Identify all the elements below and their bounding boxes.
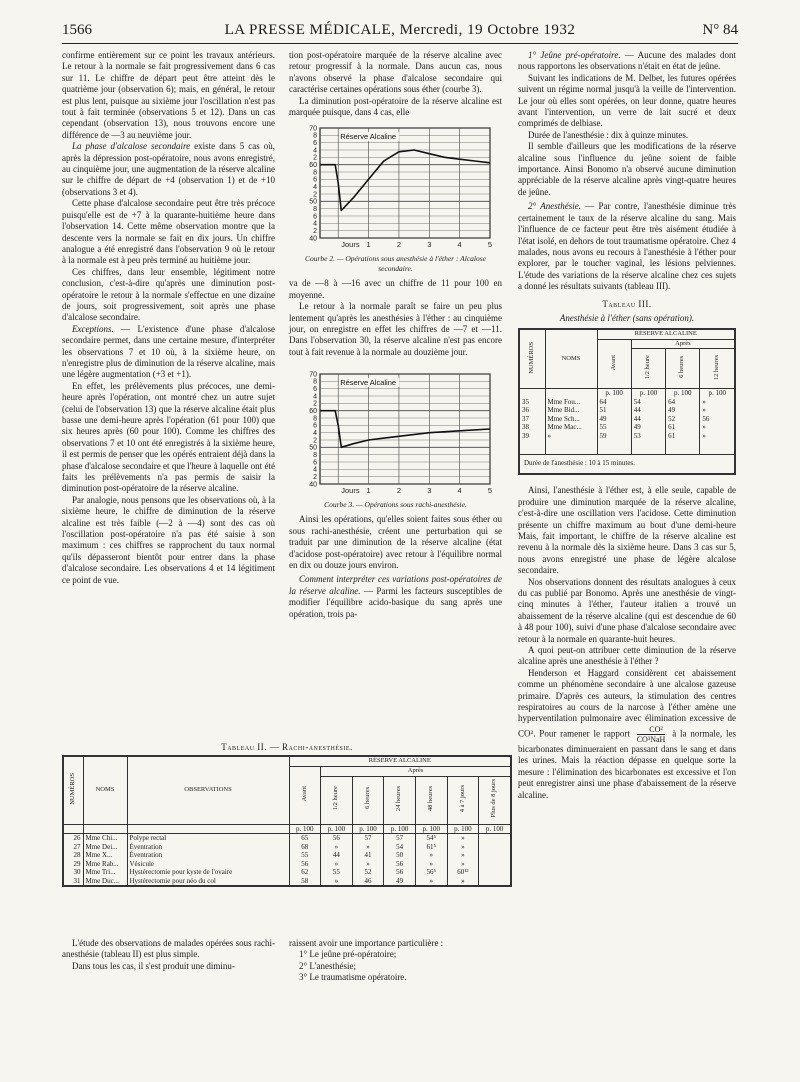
cell-value: » bbox=[447, 877, 479, 887]
cell-value: 53 bbox=[631, 432, 665, 441]
cell-nom: Mme Fou... bbox=[545, 398, 597, 407]
table-row bbox=[63, 877, 511, 887]
cell-value: 52 bbox=[352, 868, 384, 877]
cell-nom: Mme X... bbox=[83, 851, 127, 860]
y-tick-label: 8 bbox=[312, 169, 317, 177]
unit-cell: p. 100 bbox=[666, 389, 700, 398]
table-row bbox=[63, 860, 511, 869]
paragraph: Dans tous les cas, il s'est produit une diminu- bbox=[72, 960, 235, 971]
header-numeros: NUMÉROS bbox=[528, 341, 535, 374]
cell-value: » bbox=[447, 843, 479, 852]
cell-numero: 29 bbox=[63, 860, 83, 869]
cell-value: 49 bbox=[666, 406, 700, 415]
cell-empty bbox=[479, 851, 511, 860]
cell-value: » bbox=[447, 834, 479, 843]
cell-value: 57 bbox=[384, 834, 416, 843]
unit-cell: p. 100 bbox=[447, 824, 479, 834]
y-tick-label: 4 bbox=[312, 147, 317, 155]
x-tick-label: 2 bbox=[396, 486, 401, 496]
list-item: 2° L'anesthésie; bbox=[299, 960, 356, 971]
y-tick-label: 6 bbox=[312, 386, 317, 394]
cell-empty bbox=[479, 843, 511, 852]
table-row bbox=[63, 851, 511, 860]
column-1-bottom bbox=[62, 938, 275, 972]
cell-value: » bbox=[415, 851, 447, 860]
cell-empty bbox=[479, 834, 511, 843]
column-2 bbox=[289, 50, 502, 620]
cell-value: 44 bbox=[631, 415, 665, 424]
cell-value: 56⁵ bbox=[415, 868, 447, 877]
unit-cell: p. 100 bbox=[384, 824, 416, 834]
cell-value: 54⁵ bbox=[415, 834, 447, 843]
cell-value: 59 bbox=[597, 432, 631, 441]
cell-numero: 35 bbox=[519, 398, 545, 407]
cell-value: 56 bbox=[321, 834, 353, 843]
cell-observation: Hystérectomie pour kyste de l'ovaire bbox=[127, 868, 289, 877]
cell-numero: 31 bbox=[63, 877, 83, 887]
cell-nom: Mme Rab... bbox=[83, 860, 127, 869]
paragraph: 2° Anesthésie. — Par contre, l'anesthésie diminue très certainement le taux de la réserve alcaline du sang. Mais l'influence de ce facteur peut être très aisément étudiée à l'état isolé, en dehors de tout traumatisme opératoire. Chez 4 malades, nous avons eu recours à l'anesthésie à l'éther pour explorer, par le toucher vaginal, les lésions pelviennes. L'étude des variations de la réserve alcaline chez ces sujets a donné les résultats suivants (tableau III). bbox=[518, 201, 736, 292]
y-tick-label: 8 bbox=[312, 379, 317, 387]
header-apres: Après bbox=[631, 339, 735, 349]
x-tick-label: 5 bbox=[487, 486, 492, 496]
table-row bbox=[63, 868, 511, 877]
cell-value: » bbox=[447, 860, 479, 869]
cell-empty bbox=[479, 877, 511, 887]
cell-value: » bbox=[700, 432, 735, 441]
paragraph: A quoi peut-on attribuer cette diminution de la réserve alcaline après une anesthésie à l'éther ? bbox=[518, 645, 736, 667]
header-reserve-alcaline: RÉSERVE ALCALINE bbox=[289, 756, 511, 766]
cell-value: 41 bbox=[352, 851, 384, 860]
cell-value: 61⁵ bbox=[415, 843, 447, 852]
cell-nom: Mme Chi... bbox=[83, 834, 127, 843]
cell-numero: 28 bbox=[63, 851, 83, 860]
journal-title: LA PRESSE MÉDICALE, Mercredi, 19 Octobre 1932 bbox=[224, 22, 576, 38]
table-2-title: Tableau II. — Rachi-anesthésie. bbox=[221, 742, 353, 752]
y-tick-label: 8 bbox=[312, 415, 317, 423]
list-item: 1° Le jeûne pré-opératoire; bbox=[299, 949, 397, 960]
table-row bbox=[519, 398, 735, 407]
column-1 bbox=[62, 50, 275, 586]
cell-observation: Hystérectomie pour néo du col bbox=[127, 877, 289, 887]
header-apres: Après bbox=[321, 766, 511, 776]
cell-value: 44 bbox=[321, 851, 353, 860]
unit-cell: p. 100 bbox=[597, 389, 631, 398]
paragraph: Suivant les indications de M. Delbet, les futures opérées suivent un régime normal jusqu'à la veille de l'intervention. Le jour où elles sont opérées, on leur donne, quatre heures avant l'intervention, un verre de lait sucré et deux comprimés de delbiase. bbox=[518, 72, 736, 129]
paragraph: Cette phase d'alcalose secondaire peut être très précoce puisqu'elle est de +7 à la quarante-huitième heure dans l'observation 14. Cette même observation montre que la descente vers la normale se fait en dix jours. Un chiffre analogue a été enregistré dans l'observation 9 où le retour à la normale est à peu près terminé au huitième jour. bbox=[62, 198, 275, 266]
cell-value: » bbox=[700, 406, 735, 415]
header-avant: Avant bbox=[300, 785, 308, 801]
y-tick-label: 4 bbox=[312, 467, 317, 475]
cell-value: 61 bbox=[666, 432, 700, 441]
paragraph: Par analogie, nous pensons que les observations où, à la sixième heure, le chiffre de diminution de la réserve alcaline est très faible (—2 à —4) sont des cas où l'oscillation post-opératoire n'a pas été saisie à son maximum : ces chiffres se rapprochent du taux normal qu'ils dépasseront bientôt pour entrer dans la phase d'alcalose secondaire. Les observations 4 et 14 légitiment ce point de vue. bbox=[62, 494, 275, 585]
x-tick-label: 5 bbox=[487, 240, 492, 250]
table-row bbox=[63, 834, 511, 843]
cell-value: 55 bbox=[321, 868, 353, 877]
chart-courbe-2 bbox=[296, 122, 496, 252]
y-tick-label: 70 bbox=[308, 371, 317, 379]
cell-value: » bbox=[415, 877, 447, 887]
y-tick-label: 6 bbox=[312, 423, 317, 431]
cell-observation: Vésicule bbox=[127, 860, 289, 869]
paragraph: Ainsi, l'anesthésie à l'éther est, à elle seule, capable de produire une diminution marquée de la réserve alcaline, c'est-à-dire une oscillation vers l'acidose. Cette diminution présente un chiffre maximum au bout d'une demi-heure Mais, fait important, le chiffre de la réserve alcaline est revenu à la normale dès la sixième heure. Dans 3 cas sur 5, nous avons enregistré une phase de légère alcalose secondaire. bbox=[518, 485, 736, 576]
cell-nom: Mme Tri... bbox=[83, 868, 127, 877]
cell-observation: Polype rectal bbox=[127, 834, 289, 843]
plot-frame bbox=[320, 374, 490, 484]
cell-value: 54 bbox=[384, 843, 416, 852]
header-col: 48 heures bbox=[426, 785, 434, 811]
page-number: 1566 bbox=[62, 22, 92, 38]
cell-nom: Mme Bid... bbox=[545, 406, 597, 415]
header-observations: OBSERVATIONS bbox=[127, 756, 289, 824]
header-col: 4 à 7 jours bbox=[458, 784, 466, 812]
header-col: 6 heures bbox=[678, 356, 686, 379]
paragraph: raissent avoir une importance particulière : bbox=[289, 938, 444, 948]
x-axis-label: Jours bbox=[340, 486, 360, 496]
cell-value: 64 bbox=[597, 398, 631, 407]
y-tick-label: 6 bbox=[312, 459, 317, 467]
y-tick-label: 6 bbox=[312, 213, 317, 221]
table-row bbox=[519, 389, 735, 398]
figure-caption: Courbe 3. — Opérations sous rachi-anesthésie. bbox=[324, 500, 467, 510]
cell-value: 51 bbox=[597, 406, 631, 415]
y-tick-label: 60 bbox=[308, 408, 317, 416]
cell-value: 56 bbox=[700, 415, 735, 424]
issue-number: N° 84 bbox=[702, 22, 738, 38]
cell-value: 54 bbox=[631, 398, 665, 407]
cell-value: 61 bbox=[666, 423, 700, 432]
cell-nom: Mme Sch... bbox=[545, 415, 597, 424]
cell-observation: Éventration bbox=[127, 843, 289, 852]
cell-value: 68 bbox=[289, 843, 321, 852]
cell-numero: 37 bbox=[519, 415, 545, 424]
unit-cell: p. 100 bbox=[289, 824, 321, 834]
header-noms: NOMS bbox=[545, 329, 597, 389]
header-col: 1/2 heure bbox=[332, 786, 340, 811]
page-header bbox=[62, 14, 738, 44]
paragraph: Exceptions. — L'existence d'une phase d'alcalose secondaire permet, dans une certaine mesure, d'interpréter les observations 7 et 10 où, à la sixième heure, on n'enregistre plus de diminution de la réserve alcaline, mais une légère augmentation (+3 et +1). bbox=[62, 323, 275, 380]
cell-value: 62 bbox=[289, 868, 321, 877]
cell-value: » bbox=[321, 860, 353, 869]
table-2 bbox=[62, 755, 512, 887]
cell-value: 50 bbox=[384, 851, 416, 860]
cell-value: 60¹² bbox=[447, 868, 479, 877]
header-col: Plus de 8 jours bbox=[490, 779, 498, 818]
table-2-block bbox=[62, 736, 512, 887]
paragraph: La phase d'alcalose secondaire existe dans 5 cas où, après la dépression post-opératoire, nous avons enregistré, au cinquième jour, une augmentation de la réserve alcaline sur le chiffre de départ de +4 (observation 1) et de +10 (observations 3 et 4). bbox=[62, 141, 276, 197]
table-row bbox=[519, 406, 735, 415]
y-tick-label: 2 bbox=[312, 228, 317, 236]
cell-value: 55 bbox=[597, 423, 631, 432]
unit-cell: p. 100 bbox=[700, 389, 735, 398]
paragraph: Nos observations donnent des résultats analogues à ceux du cas publié par Bonomo. Après une anesthésie de vingt-cinq minutes à l'éther, l'auteur italien a trouvé un abaissement de la réserve alcaline (qui est descendue de 60 à 48 pour 100), suivi d'une phase d'alcalose secondaire avec retour à la normale en quarante-huit heures. bbox=[518, 576, 736, 644]
paragraph: La diminution post-opératoire de la réserve alcaline est marquée puisque, dans 4 cas, elle bbox=[289, 95, 502, 118]
cell-value: » bbox=[700, 423, 735, 432]
series-line bbox=[320, 411, 490, 448]
figure-courbe-3 bbox=[289, 368, 502, 498]
cell-empty bbox=[479, 868, 511, 877]
series-label: Réserve Alcaline bbox=[339, 378, 396, 388]
cell-value: » bbox=[415, 860, 447, 869]
y-tick-label: 50 bbox=[308, 199, 317, 207]
y-tick-label: 4 bbox=[312, 184, 317, 192]
plot-frame bbox=[320, 128, 490, 238]
cell-numero: 26 bbox=[63, 834, 83, 843]
table-row bbox=[519, 432, 735, 441]
cell-value: 55 bbox=[289, 851, 321, 860]
y-tick-label: 4 bbox=[312, 221, 317, 229]
figure-caption: Courbe 2. — Opérations sous anesthésie à l'éther : Alcalose secondaire. bbox=[304, 254, 487, 274]
cell-numero: 38 bbox=[519, 423, 545, 432]
y-tick-label: 6 bbox=[312, 177, 317, 185]
paragraph: 1° Jeûne pré-opératoire. — Aucune des malades dont nous rapportons les observations n'était en état de jeûne. bbox=[518, 50, 736, 72]
chart-courbe-3 bbox=[296, 368, 496, 498]
y-tick-label: 60 bbox=[308, 162, 317, 170]
cell-value: » bbox=[321, 877, 353, 887]
y-tick-label: 2 bbox=[312, 401, 317, 409]
paragraph: Comment interpréter ces variations post-opératoires de la réserve alcaline. — Parmi les facteurs susceptibles de modifier l'équilibre acido-basique du sang après une opération, trois pa- bbox=[289, 574, 502, 619]
cell-numero: 27 bbox=[63, 843, 83, 852]
header-col: 24 heures bbox=[395, 785, 403, 811]
y-tick-label: 40 bbox=[308, 235, 317, 243]
y-tick-label: 2 bbox=[312, 437, 317, 445]
cell-value: » bbox=[447, 851, 479, 860]
figure-courbe-2 bbox=[289, 122, 502, 252]
cell-value: 49 bbox=[631, 423, 665, 432]
unit-cell: p. 100 bbox=[479, 824, 511, 834]
cell-value: » bbox=[352, 860, 384, 869]
y-tick-label: 2 bbox=[312, 155, 317, 163]
cell-value: 57 bbox=[352, 834, 384, 843]
paragraph: confirme entièrement sur ce point les travaux antérieurs. Le retour à la normale se fait progressivement dans 6 cas sur 11. Le chiffre de départ peut être atteint dès le quatrième jour (observation 6); mais, en général, le retour est plus lent, puisque au sixième jour l'oscillation n'est pas tout à fait terminée (observations 5 et 12). Dans un cas cependant (observation 13), nous trouvons encore une différence de —3 au neuvième jour. bbox=[62, 50, 275, 140]
cell-value: 56 bbox=[289, 860, 321, 869]
y-tick-label: 70 bbox=[308, 125, 317, 133]
cell-value: » bbox=[352, 843, 384, 852]
y-tick-label: 8 bbox=[312, 206, 317, 214]
list-item: 3° Le traumatisme opératoire. bbox=[299, 972, 407, 983]
y-tick-label: 2 bbox=[312, 474, 317, 482]
cell-value: 44 bbox=[631, 406, 665, 415]
x-tick-label: 1 bbox=[365, 240, 371, 250]
x-tick-label: 1 bbox=[365, 486, 371, 496]
table-3-duration: Durée de l'anesthésie : 10 à 15 minutes. bbox=[519, 454, 735, 474]
cell-value: 49 bbox=[597, 415, 631, 424]
header-avant: Avant bbox=[609, 354, 617, 371]
y-tick-label: 2 bbox=[312, 191, 317, 199]
table-row bbox=[63, 824, 511, 834]
unit-cell: p. 100 bbox=[631, 389, 665, 398]
cell-value: » bbox=[700, 398, 735, 407]
paragraph: Ainsi les opérations, qu'elles soient faites sous éther ou sous rachi-anesthésie, créent une perturbation qui se traduit par une diminution de la réserve alcaline (état d'acidose post-opératoire) avec retour à l'équilibre normal en dix ou douze jours environ. bbox=[289, 514, 502, 570]
paragraph: Durée de l'anesthésie : dix à quinze minutes. bbox=[528, 129, 689, 140]
paragraph: Il semble d'ailleurs que les modifications de la réserve alcaline sous l'influence du jeûne soient de faible importance. Ainsi Bonomo n'a observé aucune diminution appréciable de la réserve alcaline après vingt-quatre heures de jeûne. bbox=[518, 141, 736, 197]
cell-value: 64 bbox=[666, 398, 700, 407]
paragraph: Le retour à la normale paraît se faire un peu plus lentement qu'après les anesthésies à l'éther : au cinquième jour, on enregistre en effet les chiffres de —7 et —11. Dans l'observation 30, la réserve alcaline n'est pas encore tout à fait revenue à la normale au douzième jour. bbox=[289, 301, 502, 357]
x-tick-label: 3 bbox=[426, 486, 431, 496]
cell-nom: Mme Mac... bbox=[545, 423, 597, 432]
cell-value: 58 bbox=[289, 877, 321, 887]
cell-value: 56 bbox=[384, 860, 416, 869]
x-tick-label: 4 bbox=[457, 240, 462, 250]
cell-nom: » bbox=[545, 432, 597, 441]
y-tick-label: 6 bbox=[312, 140, 317, 148]
header-col: 1/2 heure bbox=[644, 354, 652, 380]
cell-value: 49 bbox=[384, 877, 416, 887]
table-3-subtitle: Anesthésie à l'éther (sans opération). bbox=[559, 312, 695, 323]
cell-value: » bbox=[321, 843, 353, 852]
y-tick-label: 50 bbox=[308, 445, 317, 453]
paragraph: L'étude des observations de malades opérées sous rachi-anesthésie (tableau II) est plus simple. bbox=[62, 938, 275, 960]
header-col: 6 heures bbox=[363, 787, 371, 810]
header-numeros: NUMÉROS bbox=[69, 772, 76, 805]
x-axis-label: Jours bbox=[340, 240, 360, 250]
cell-value: 46 bbox=[352, 877, 384, 887]
cell-numero: 39 bbox=[519, 432, 545, 441]
cell-value: 52 bbox=[666, 415, 700, 424]
paragraph: Ces chiffres, dans leur ensemble, légitiment notre conclusion, c'est-à-dire qu'après une diminution post-opératoire le retour à la normale s'effectue en une dizaine de jours, soit progressivement, soit après une phase d'alcalose secondaire. bbox=[62, 266, 275, 323]
paragraph: va de —8 à —16 avec un chiffre de 11 pour 100 en moyenne. bbox=[289, 278, 502, 300]
unit-cell: p. 100 bbox=[415, 824, 447, 834]
header-reserve-alcaline: RÉSERVE ALCALINE bbox=[597, 329, 735, 339]
paragraph: tion post-opératoire marquée de la réserve alcaline avec retour progressif à la normale. Dans aucun cas, nous n'avons observé la phase d'alcalose secondaire qui caractérise certaines opérations sous éther (courbe 3). bbox=[289, 50, 502, 95]
y-tick-label: 8 bbox=[312, 133, 317, 141]
series-label: Réserve Alcaline bbox=[339, 132, 396, 142]
x-tick-label: 4 bbox=[457, 486, 462, 496]
table-3 bbox=[518, 328, 736, 475]
table-row bbox=[63, 843, 511, 852]
x-tick-label: 3 bbox=[426, 240, 431, 250]
table-row bbox=[519, 415, 735, 424]
cell-numero: 36 bbox=[519, 406, 545, 415]
co2-ratio-formula: CO² CO³NaH bbox=[636, 724, 666, 744]
y-tick-label: 4 bbox=[312, 430, 317, 438]
table-row bbox=[519, 423, 735, 432]
cell-value: 56 bbox=[384, 868, 416, 877]
y-tick-label: 8 bbox=[312, 452, 317, 460]
paragraph: En effet, les prélèvements plus précoces, une demi-heure après l'opération, ont montré chez un autre sujet (celui de l'observation 13) que la réserve alcaline était plus basse une demi-heure après l'opération (61 pour 100) que six heures après (60 pour 100). Comme les chiffres des observations 7 et 10 ont été enregistrés à la sixième heure, il est permis de penser que les opérés entraient déjà dans la phase d'alcalose secondaire et que l'heure à laquelle ont été faits les prélèvements n'a pas permis de saisir la diminution post-opératoire de la réserve alcaline. bbox=[62, 380, 275, 494]
y-tick-label: 4 bbox=[312, 393, 317, 401]
header-col: 12 heures bbox=[712, 354, 720, 380]
column-2-bottom bbox=[289, 938, 502, 984]
y-tick-label: 40 bbox=[308, 481, 317, 489]
column-3 bbox=[518, 50, 736, 801]
cell-nom: Mme Duc... bbox=[83, 877, 127, 887]
table-3-title: Tableau III. bbox=[602, 298, 652, 309]
header-noms: NOMS bbox=[83, 756, 127, 824]
cell-numero: 30 bbox=[63, 868, 83, 877]
unit-cell: p. 100 bbox=[352, 824, 384, 834]
x-tick-label: 2 bbox=[396, 240, 401, 250]
unit-cell: p. 100 bbox=[321, 824, 353, 834]
paragraph: Henderson et Haggard considèrent cet abaissement comme un phénomène secondaire à une alcalose gazeuse primaire. D'après ces auteurs, la stimulation des centres respiratoires au cours de la narcose à l'éther amène une hyperventilation pulmonaire avec élimination excessive de CO². Pour ramener le rapport CO² CO³NaH à la normale, les bicarbonates diminueraient en passant dans le sang et dans les urines. Mais la réaction dépasse en quelque sorte la mesure : l'élimination des bicarbonates est excessive et l'on peut enregistrer ainsi une phase d'abaissement de la réserve alcaline. bbox=[518, 667, 737, 800]
cell-observation: Éventration bbox=[127, 851, 289, 860]
cell-nom: Mme Dei... bbox=[83, 843, 127, 852]
cell-value: 65 bbox=[289, 834, 321, 843]
cell-empty bbox=[479, 860, 511, 869]
